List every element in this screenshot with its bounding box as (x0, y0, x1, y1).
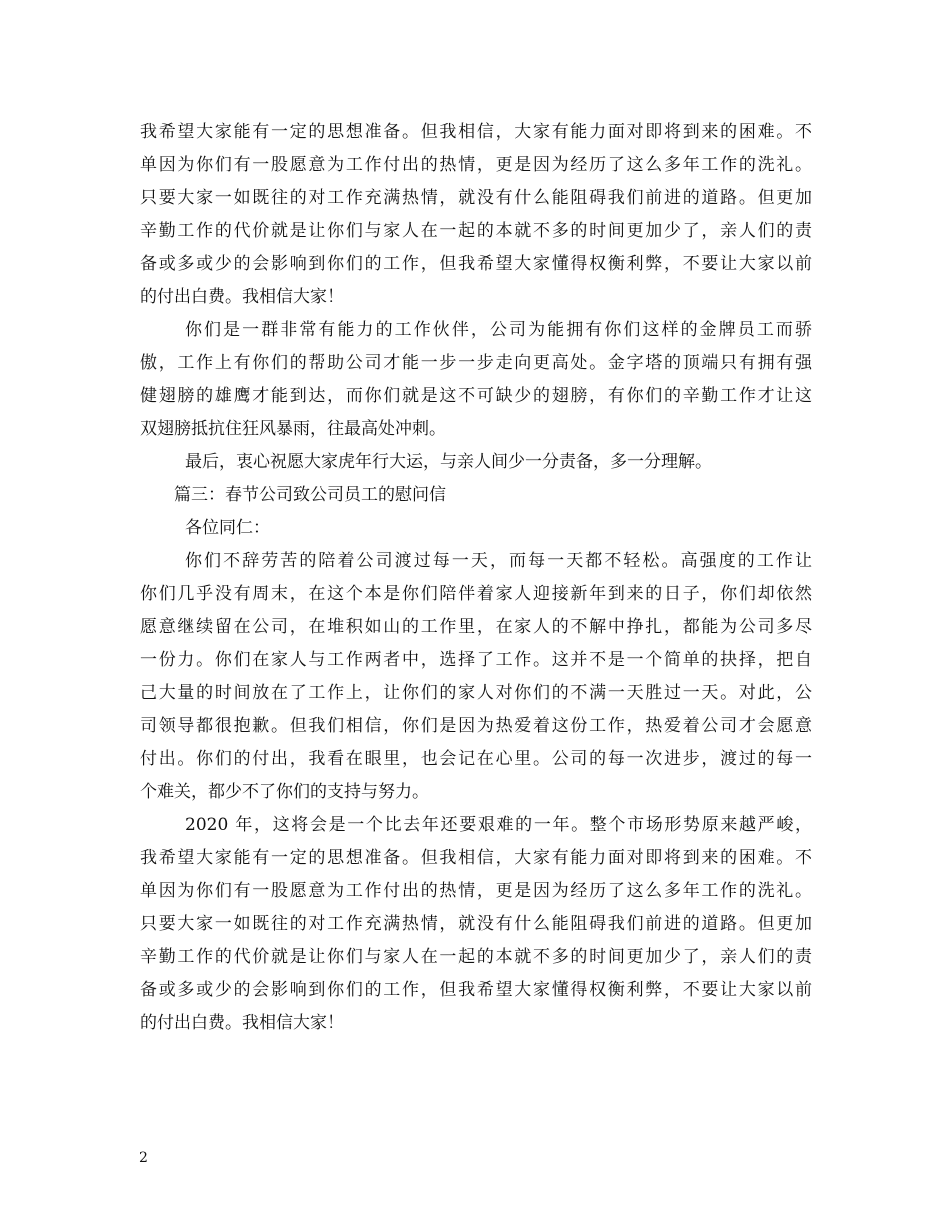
text-line: 备或多或少的会影响到你们的工作，但我希望大家懂得权衡利弊，不要让大家以前 (140, 254, 812, 274)
text-line: 愿意继续留在公司，在堆积如山的工作里，在家人的不解中挣扎，都能为公司多尽 (140, 617, 812, 637)
paragraph-first-line: 你们是一群非常有能力的工作伙伴，公司为能拥有你们这样的金牌员工而骄 (185, 320, 812, 340)
text-line: 单因为你们有一股愿意为工作付出的热情，更是因为经历了这么多年工作的洗礼。 (140, 155, 812, 175)
text-line: 健翅膀的雄鹰才能到达，而你们就是这不可缺少的翅膀，有你们的辛勤工作才让这 (140, 386, 812, 406)
text-line: 备或多或少的会影响到你们的工作，但我希望大家懂得权衡利弊，不要让大家以前 (140, 980, 812, 1000)
paragraph-first-line: 你们不辞劳苦的陪着公司渡过每一天，而每一天都不轻松。高强度的工作让 (185, 551, 812, 571)
closing-wish: 最后，衷心祝愿大家虎年行大运，与亲人间少一分责备，多一分理解。 (185, 452, 712, 472)
text-line: 辛勤工作的代价就是让你们与家人在一起的本就不多的时间更加少了，亲人们的责 (140, 947, 812, 967)
page-number: 2 (139, 1150, 148, 1166)
text-line: 我希望大家能有一定的思想准备。但我相信，大家有能力面对即将到来的困难。不 (140, 122, 812, 142)
text-line: 傲，工作上有你们的帮助公司才能一步一步走向更高处。金字塔的顶端只有拥有强 (140, 353, 812, 373)
text-line: 我希望大家能有一定的思想准备。但我相信，大家有能力面对即将到来的困难。不 (140, 848, 812, 868)
text-line: 单因为你们有一股愿意为工作付出的热情，更是因为经历了这么多年工作的洗礼。 (140, 881, 812, 901)
text-line: 一份力。你们在家人与工作两者中，选择了工作。这并不是一个简单的抉择，把自 (140, 650, 812, 670)
text-line: 双翅膀抵抗住狂风暴雨，往最高处冲刺。 (140, 419, 446, 439)
text-line: 你们几乎没有周末，在这个本是你们陪伴着家人迎接新年到来的日子，你们却依然 (140, 584, 812, 604)
text-line: 个难关，都少不了你们的支持与努力。 (140, 782, 429, 802)
text-line: 的付出白费。我相信大家！ (140, 287, 344, 307)
text-line: 司领导都很抱歉。但我们相信，你们是因为热爱着这份工作，热爱着公司才会愿意 (140, 716, 812, 736)
text-line: 付出。你们的付出，我看在眼里，也会记在心里。公司的每一次进步，渡过的每一 (140, 749, 812, 769)
text-line: 己大量的时间放在了工作上，让你们的家人对你们的不满一天胜过一天。对此，公 (140, 683, 812, 703)
text-line: 辛勤工作的代价就是让你们与家人在一起的本就不多的时间更加少了，亲人们的责 (140, 221, 812, 241)
text-line: 只要大家一如既往的对工作充满热情，就没有什么能阻碍我们前进的道路。但更加 (140, 188, 812, 208)
paragraph-first-line: 2020 年，这将会是一个比去年还要艰难的一年。整个市场形势原来越严峻， (185, 815, 812, 835)
text-line: 只要大家一如既往的对工作充满热情，就没有什么能阻碍我们前进的道路。但更加 (140, 914, 812, 934)
text-line: 的付出白费。我相信大家！ (140, 1013, 344, 1033)
document-body (140, 116, 812, 1040)
section-heading: 篇三：春节公司致公司员工的慰问信 (174, 485, 446, 505)
salutation: 各位同仁： (185, 518, 270, 538)
